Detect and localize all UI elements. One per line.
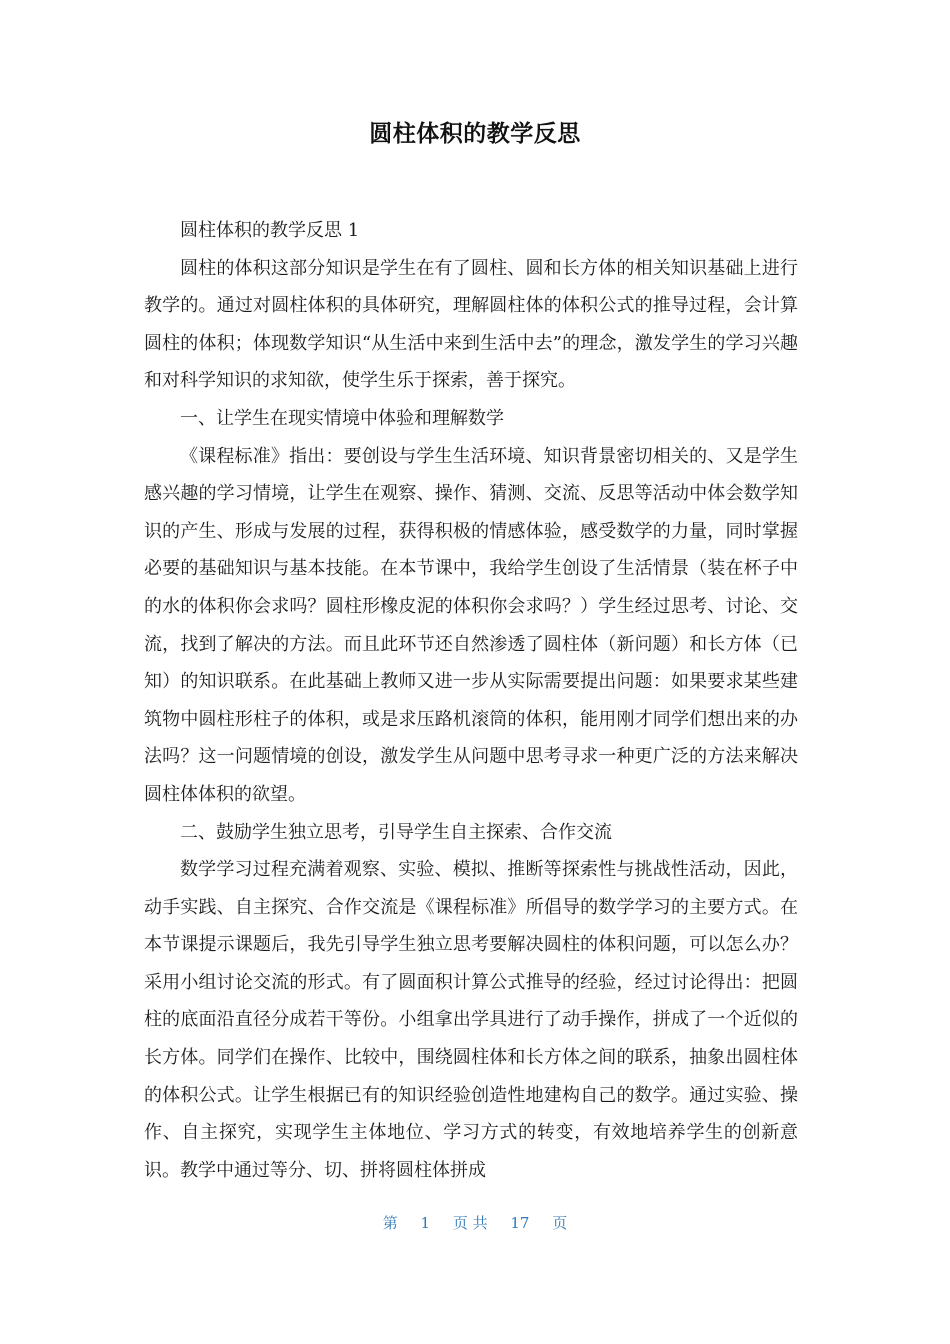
footer-label-ye: 页 (552, 1214, 568, 1232)
document-body (144, 212, 798, 1189)
subheading-two: 二、鼓励学生独立思考，引导学生自主探索、合作交流 (180, 821, 612, 843)
page-footer (0, 1210, 950, 1236)
footer-label-di: 第 (382, 1214, 398, 1232)
footer-current-page: 1 (420, 1214, 431, 1232)
intro-paragraph: 圆柱的体积这部分知识是学生在有了圆柱、圆和长方体的相关知识基础上进行教学的。通过对圆柱体积的具体研究，理解圆柱体的体积公式的推导过程，会计算圆柱的体积；体现数学知识“从生活中来到生活中去”的理念，激发学生的学习兴趣和对科学知识的求知欲，使学生乐于探索，善于探究。 (144, 257, 798, 392)
body-paragraph: 数学学习过程充满着观察、实验、模拟、推断等探索性与挑战性活动，因此，动手实践、自主探究、合作交流是《课程标准》所倡导的数学学习的主要方式。在本节课提示课题后，我先引导学生独立思考要解决圆柱的体积问题，可以怎么办？采用小组讨论交流的形式。有了圆面积计算公式推导的经验，经过讨论得出：把圆柱的底面沿直径分成若干等份。小组拿出学具进行了动手操作，拼成了一个近似的长方体。同学们在操作、比较中，围绕圆柱体和长方体之间的联系，抽象出圆柱体的体积公式。让学生根据已有的知识经验创造性地建构自己的数学。通过实验、操作、自主探究，实现学生主体地位、学习方式的转变，有效地培养学生的创新意识。教学中通过等分、切、拼将圆柱体拼成 (144, 859, 798, 1181)
footer-label-ye-gong: 页 共 (452, 1214, 488, 1232)
footer-total-pages: 17 (510, 1214, 530, 1232)
subheading-one: 一、让学生在现实情境中体验和理解数学 (180, 407, 504, 429)
body-paragraph: 《课程标准》指出：要创设与学生生活环境、知识背景密切相关的、又是学生感兴趣的学习情境，让学生在观察、操作、猜测、交流、反思等活动中体会数学知识的产生、形成与发展的过程，获得积极的情感体验，感受数学的力量，同时掌握必要的基础知识与基本技能。在本节课中，我给学生创设了生活情景（装在杯子中的水的体积你会求吗？圆柱形橡皮泥的体积你会求吗？）学生经过思考、讨论、交流，找到了解决的方法。而且此环节还自然渗透了圆柱体（新问题）和长方体（已知）的知识联系。在此基础上教师又进一步从实际需要提出问题：如果要求某些建筑物中圆柱形柱子的体积，或是求压路机滚筒的体积，能用刚才同学们想出来的办法吗？这一问题情境的创设，激发学生从问题中思考寻求一种更广泛的方法来解决圆柱体体积的欲望。 (144, 445, 798, 805)
document-title: 圆柱体积的教学反思 (369, 121, 581, 147)
section-heading-1: 圆柱体积的教学反思 1 (180, 220, 360, 241)
